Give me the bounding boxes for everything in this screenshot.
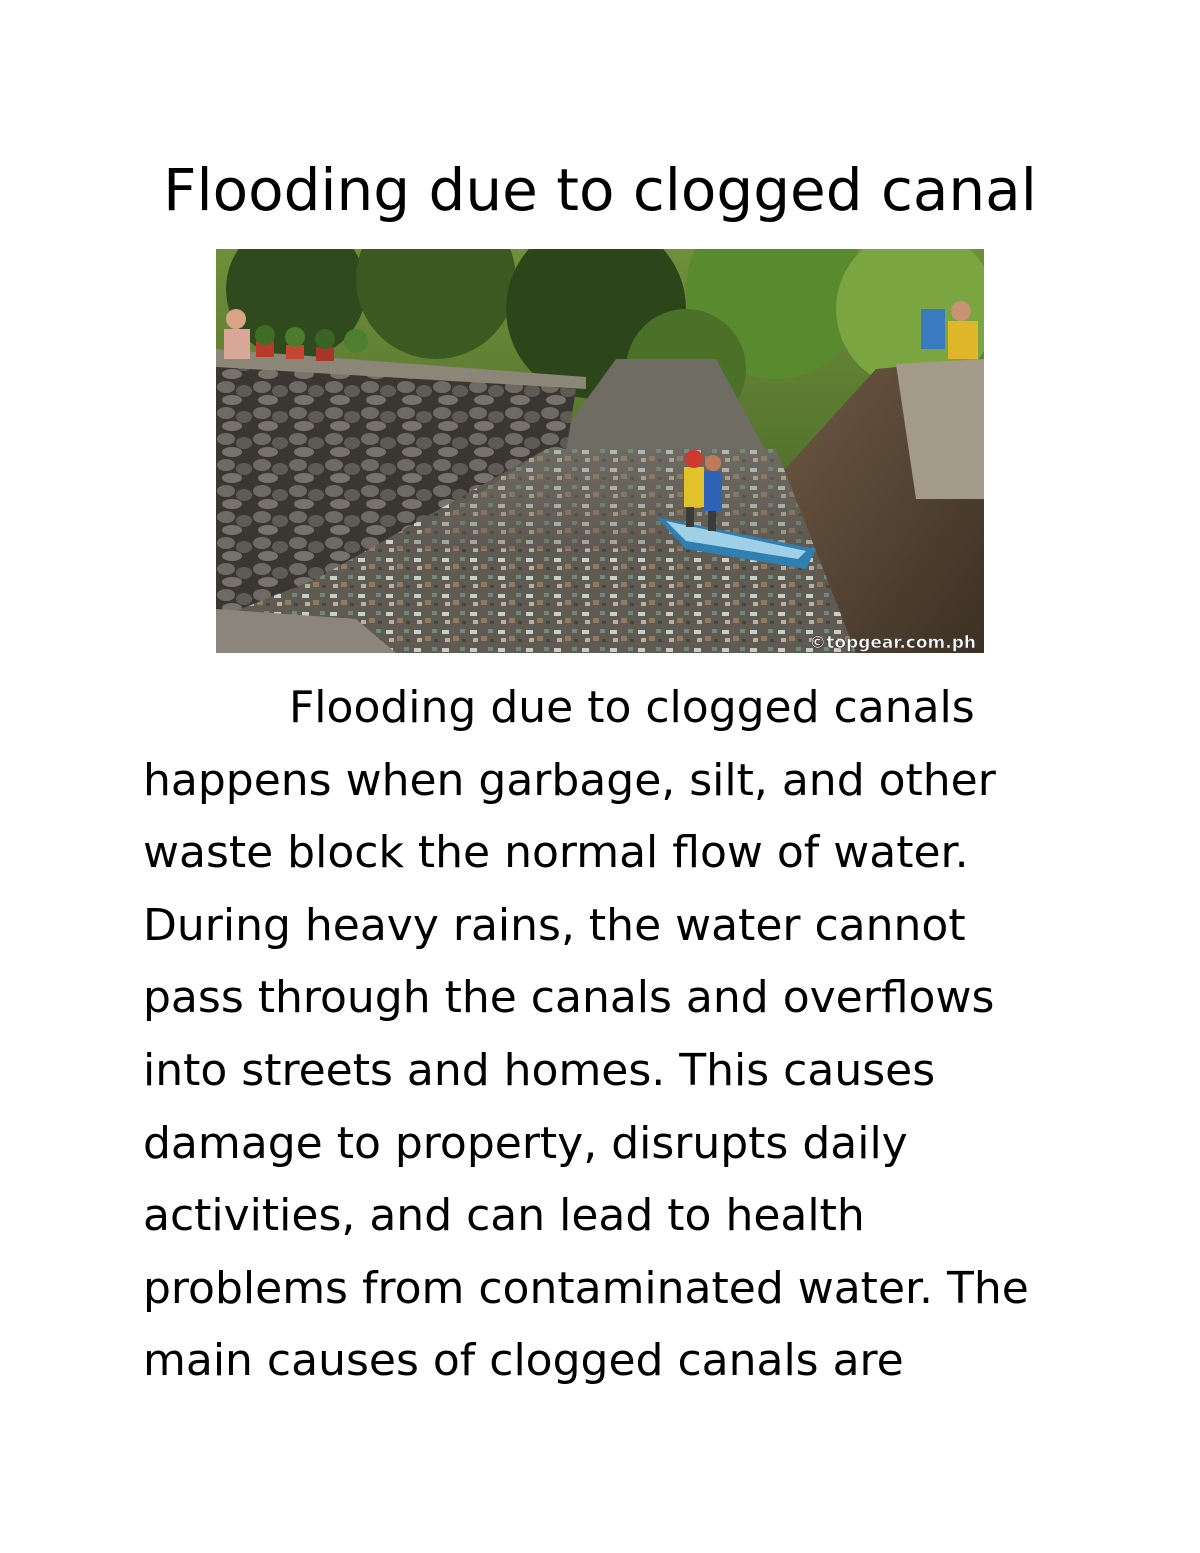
- paragraph-line: Flooding due to clogged canals: [289, 682, 975, 733]
- canal-photo-image: [216, 249, 984, 653]
- watermark-text: ©topgear.com.ph: [809, 633, 976, 653]
- paragraph-line: into streets and homes. This causes: [143, 1044, 936, 1096]
- body-paragraph: [143, 672, 1063, 1398]
- paragraph-line: activities, and can lead to health: [143, 1190, 865, 1242]
- paragraph-line: main causes of clogged canals are: [143, 1335, 904, 1387]
- paragraph-line: damage to property, disrupts daily: [143, 1117, 908, 1169]
- page-title: Flooding due to clogged canal: [163, 156, 1037, 224]
- paragraph-line: waste block the normal flow of water.: [143, 827, 969, 879]
- paragraph-line: pass through the canals and overflows: [143, 972, 995, 1024]
- paragraph-line: problems from contaminated water. The: [143, 1262, 1029, 1314]
- paragraph-line: During heavy rains, the water cannot: [143, 899, 966, 951]
- canal-photo-icon: [216, 249, 984, 653]
- paragraph-line: happens when garbage, silt, and other: [143, 754, 996, 806]
